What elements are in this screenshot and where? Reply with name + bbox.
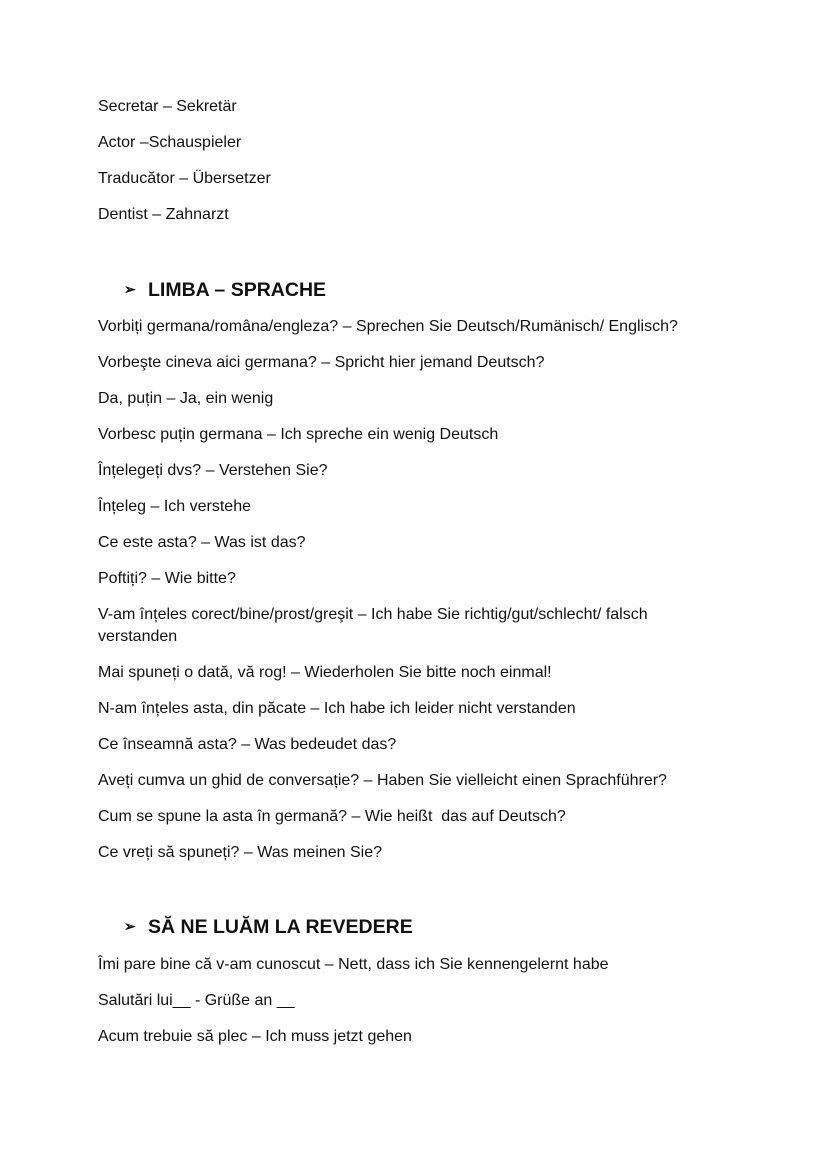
vocab-line: Dentist – Zahnarzt	[98, 206, 229, 223]
phrase-line: Cum se spune la asta în germană? – Wie heißt das auf Deutsch?	[98, 808, 566, 825]
phrase-line: Ce înseamnă asta? – Was bedeudet das?	[98, 736, 397, 753]
phrase-line: Ce este asta? – Was ist das?	[98, 534, 306, 551]
phrase-line: Înțeleg – Ich verstehe	[98, 498, 251, 515]
phrase-line: Aveți cumva un ghid de conversație? – Haben Sie vielleicht einen Sprachführer?	[98, 772, 667, 789]
vocab-line: Traducător – Übersetzer	[98, 170, 271, 187]
phrase-line: Acum trebuie să plec – Ich muss jetzt gehen	[98, 1028, 412, 1045]
heading-text: LIMBA – SPRACHE	[148, 279, 327, 301]
phrase-line-continuation: verstanden	[98, 628, 178, 645]
heading-text: SĂ NE LUĂM LA REVEDERE	[148, 916, 413, 938]
section-heading-revedere	[124, 914, 413, 939]
phrase-line: V-am înțeles corect/bine/prost/greşit – Ich habe Sie richtig/gut/schlecht/ falsch	[98, 606, 648, 623]
phrase-line: Vorbeşte cineva aici germana? – Spricht hier jemand Deutsch?	[98, 354, 545, 371]
phrase-line: Mai spuneți o dată, vă rog! – Wiederholen Sie bitte noch einmal!	[98, 664, 552, 681]
phrase-line: Da, puțin – Ja, ein wenig	[98, 390, 274, 407]
phrase-line: Poftiți? – Wie bitte?	[98, 570, 236, 587]
phrase-line: Înțelegeți dvs? – Verstehen Sie?	[98, 462, 328, 479]
phrase-line: Vorbesc puțin germana – Ich spreche ein wenig Deutsch	[98, 426, 499, 443]
vocab-line: Actor –Schauspieler	[98, 134, 242, 151]
phrase-line: Salutări lui__ - Grüße an __	[98, 992, 295, 1009]
vocab-line: Secretar – Sekretär	[98, 98, 237, 115]
phrase-line: Ce vreți să spuneți? – Was meinen Sie?	[98, 844, 382, 861]
arrow-bullet-icon: ➢	[124, 918, 136, 934]
phrase-line: Vorbiți germana/româna/engleza? – Sprechen Sie Deutsch/Rumänisch/ Englisch?	[98, 318, 678, 335]
section-heading-limba	[124, 277, 326, 302]
phrase-line: N-am înțeles asta, din păcate – Ich habe ich leider nicht verstanden	[98, 700, 576, 717]
arrow-bullet-icon: ➢	[124, 281, 136, 297]
phrase-line: Îmi pare bine că v-am cunoscut – Nett, dass ich Sie kennengelernt habe	[98, 956, 609, 973]
